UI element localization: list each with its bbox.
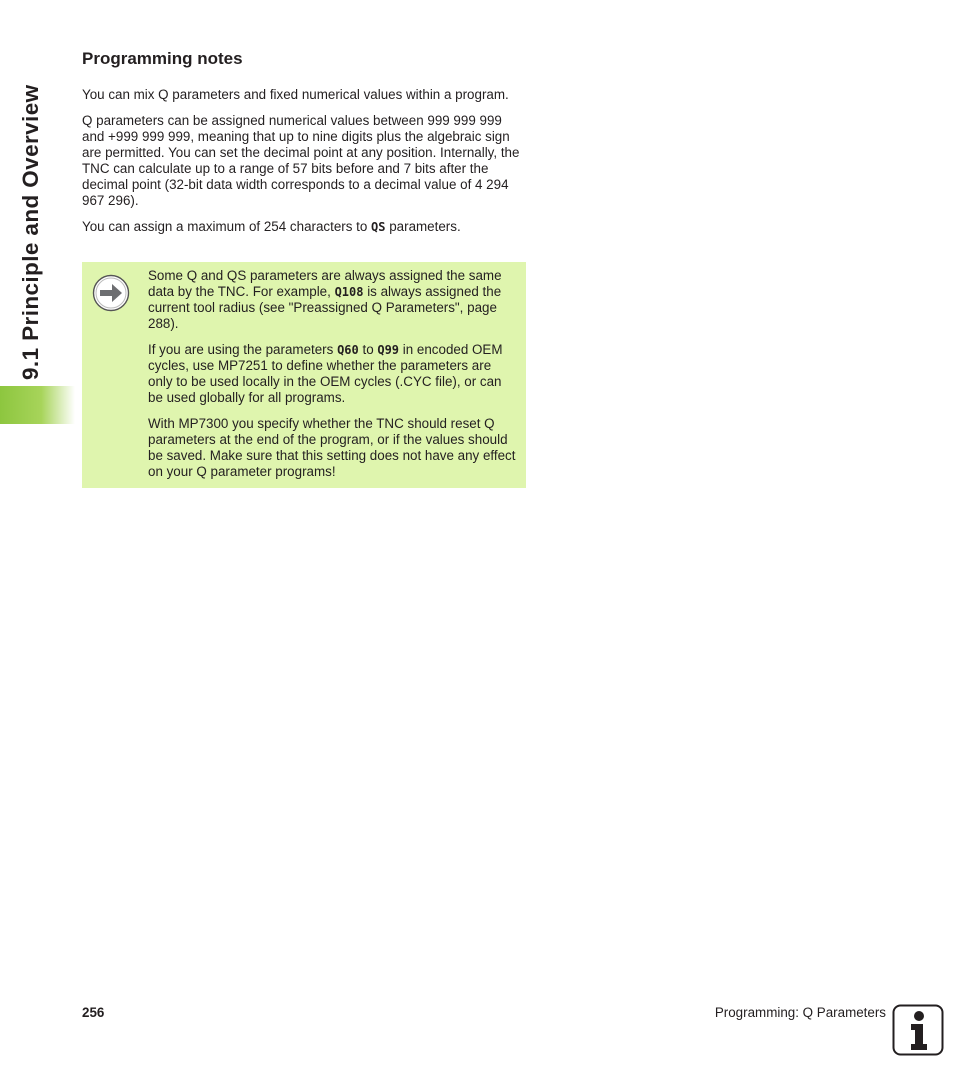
q60-code: Q60 (337, 343, 359, 357)
info-icon (892, 1004, 944, 1056)
paragraph-value-range: Q parameters can be assigned numerical values between 999 999 999 and +999 999 999, meaning that up to nine digits plus the algebraic sign are permitted. You can set the decimal point at any position. Internally, the TNC can calculate up to a range of 57 bits before and 7 bits after the decimal point (32-bit data width corresponds to a decimal value of 4 294 967 296). (82, 113, 520, 208)
note-p1-after: is always assigned the current tool radius (see "Preassigned Q Parameters", page 288). (148, 284, 502, 331)
note-p2-mid: to (358, 342, 378, 357)
note-p2-after: in encoded OEM cycles, use MP7251 to define whether the parameters are only to be used locally in the OEM cycles (.CYC file), or can be used globally for all programs. (148, 342, 503, 405)
note-text (148, 268, 518, 490)
qs-text-after: parameters. (385, 219, 461, 234)
chapter-side-tab (0, 386, 75, 424)
paragraph-qs-length (82, 219, 527, 235)
note-paragraph-mp7300: With MP7300 you specify whether the TNC should reset Q parameters at the end of the program, or if the values should be saved. Make sure that this setting does not have any effect on your Q parameter programs! (148, 416, 516, 479)
footer-chapter-title: Programming: Q Parameters (714, 1005, 886, 1020)
note-p1-before: Some Q and QS parameters are always assigned the same data by the TNC. For example, (148, 268, 502, 299)
body-text (82, 87, 527, 245)
note-paragraph-preassigned (148, 268, 518, 332)
page-number: 256 (82, 1005, 105, 1020)
note-p2-before: If you are using the parameters (148, 342, 338, 357)
q108-code: Q108 (334, 285, 364, 299)
note-paragraph-oem-cycles (148, 342, 518, 406)
qs-text-before: You can assign a maximum of 254 characters to (82, 219, 372, 234)
arrow-right-icon (92, 274, 130, 312)
chapter-side-title: 9.1 Principle and Overview (18, 84, 43, 380)
section-heading: Programming notes (82, 49, 243, 68)
q99-code: Q99 (377, 343, 400, 357)
qs-code: QS (371, 220, 386, 234)
note-box (82, 262, 526, 488)
paragraph-mixing: You can mix Q parameters and fixed numerical values within a program. (82, 87, 509, 102)
